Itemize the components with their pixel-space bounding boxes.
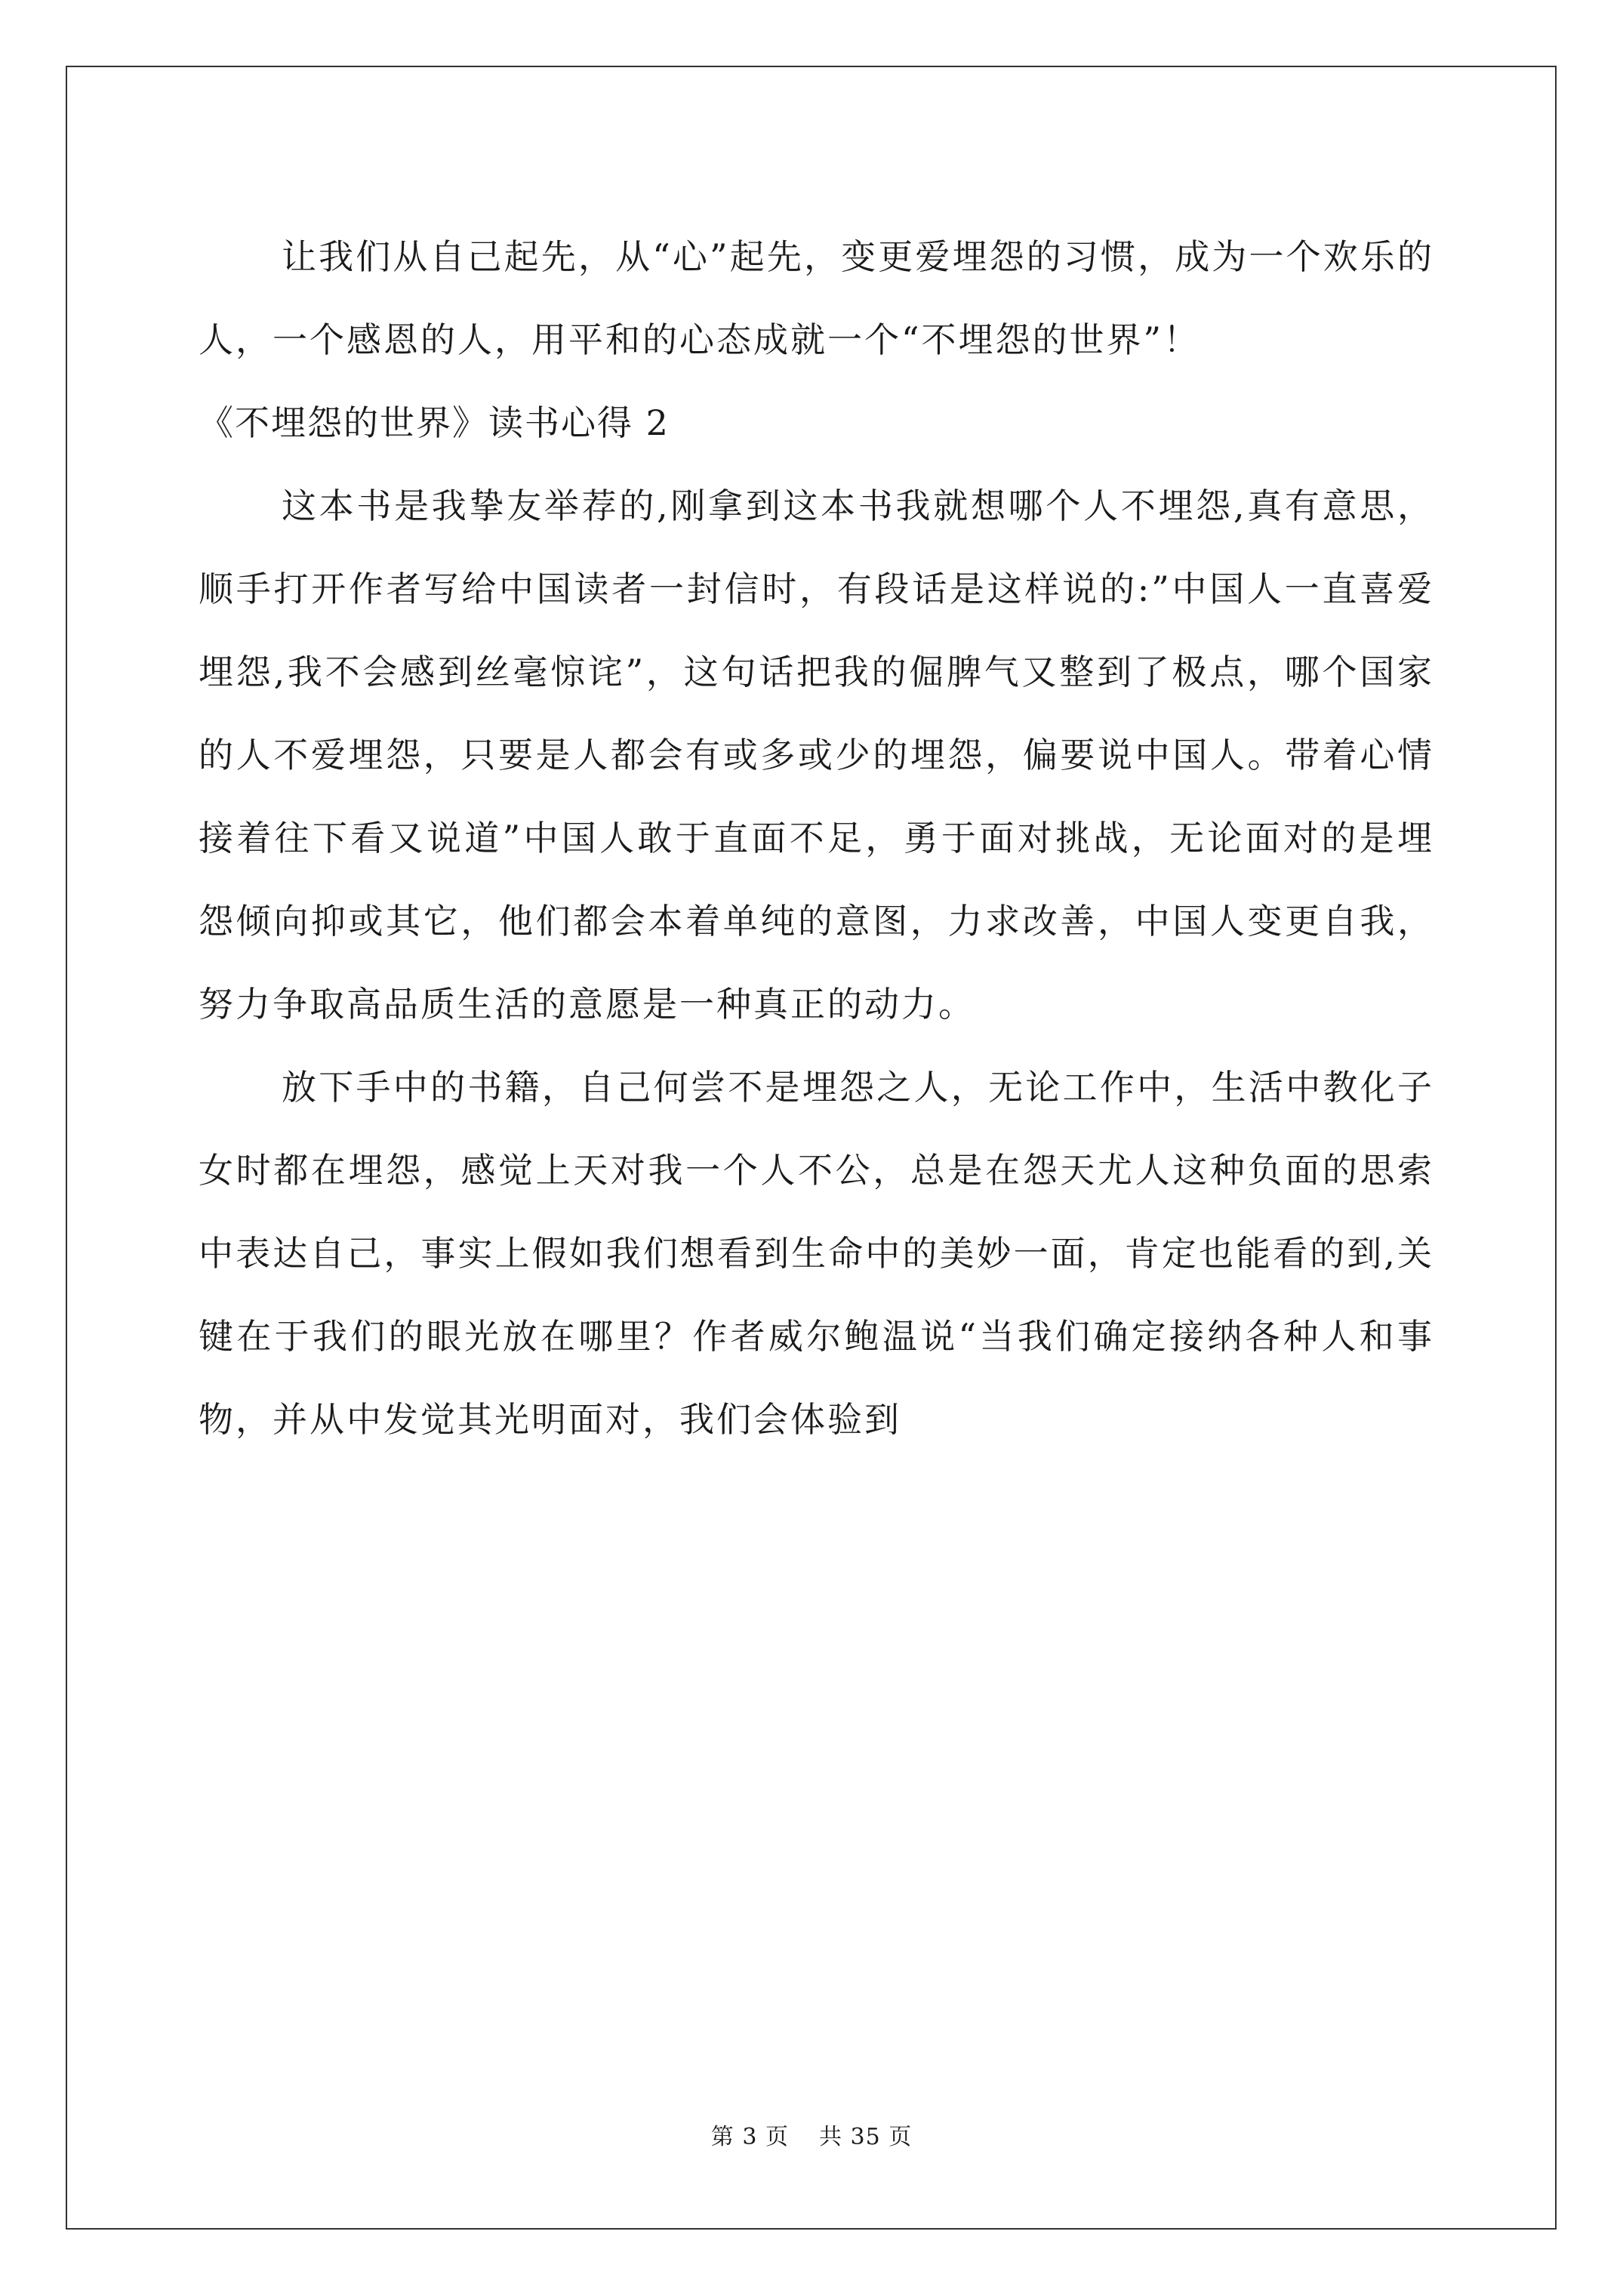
paragraph-3: 放下手中的书籍，自己何尝不是埋怨之人，无论工作中，生活中教化子女时都在埋怨，感觉上天对我一个人不公，总是在怨天尤人这种负面的思索中表达自己，事实上假如我们想看到生命中的美妙一面，肯定也能看的到,关键在于我们的眼光放在哪里？作者威尔鲍温说“当我们确定接纳各种人和事物，并从中发觉其光明面对，我们会体验到 [199,1067,1434,1440]
page-total: 共 35 页 [818,2124,913,2150]
paragraph-2: 这本书是我挚友举荐的,刚拿到这本书我就想哪个人不埋怨,真有意思，顺手打开作者写给中国读者一封信时，有段话是这样说的:”中国人一直喜爱埋怨,我不会感到丝毫惊诧”，这句话把我的倔脾气又整到了极点，哪个国家的人不爱埋怨，只要是人都会有或多或少的埋怨，偏要说中国人。带着心情接着往下看又说道”中国人敢于直面不足，勇于面对挑战，无论面对的是埋怨倾向抑或其它，他们都会本着单纯的意图，力求改善，中国人变更自我，努力争取高品质生活的意愿是一种真正的动力。 [199,485,1434,1025]
section-heading: 《不埋怨的世界》读书心得 2 [199,402,670,443]
document-body [199,215,1434,1461]
paragraph-1: 让我们从自己起先，从“心”起先，变更爱埋怨的习惯，成为一个欢乐的人，一个感恩的人，用平和的心态成就一个“不埋怨的世界”！ [199,236,1434,360]
page-footer [0,2118,1623,2151]
page-number: 第 3 页 [710,2124,789,2150]
